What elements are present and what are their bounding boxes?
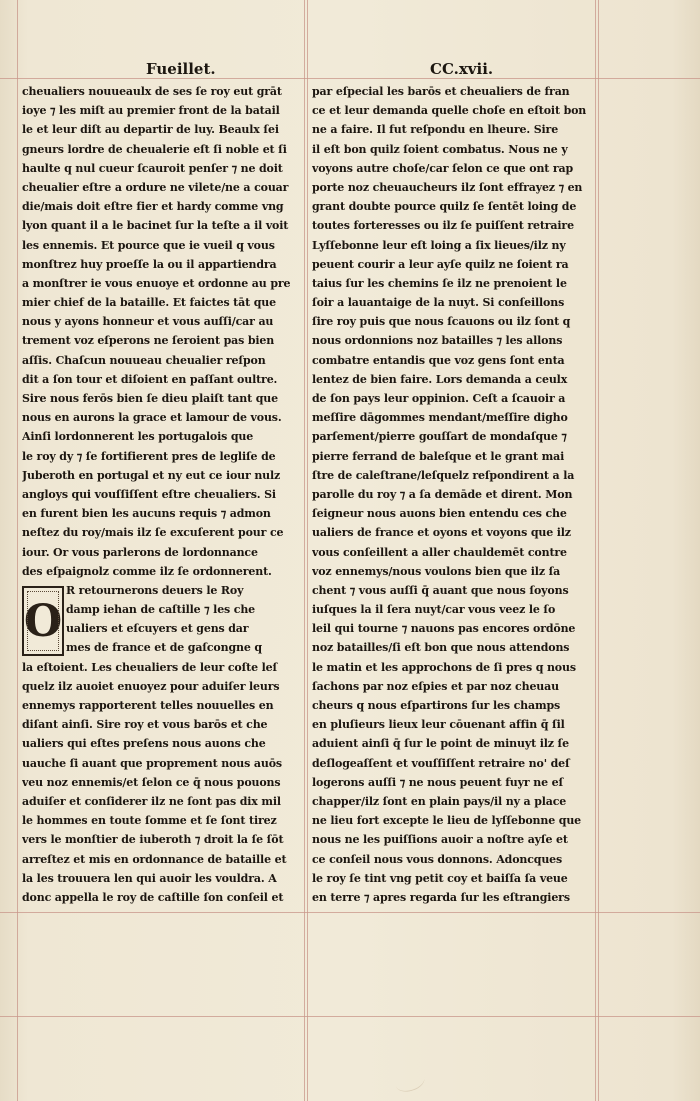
text-line: angloys qui vouſſiſſent eſtre cheualiers. Si [22,487,276,501]
text-line: ne a faire. Il fut reſpondu en lheure. Sire [312,123,559,137]
text-line: taius ſur les chemins ſe ilz ne prenoient le [312,276,567,290]
text-line: lentez de bien faire. Lors demanda a ceulx [312,372,568,386]
text-line: aduiſer et conſiderer ilz ne ſont pas dix mil [22,794,281,808]
text-line: meſſire dāgommes mendant/meſſire digho [312,411,568,425]
right-running-header: CC.xvii. [430,60,494,78]
text-line: par eſpecial les barōs et cheualiers de fran [312,85,570,98]
text-line: ſire roy puis que nous ſcauons ou ilz ſont q [312,315,571,329]
lower-rule [0,1016,700,1017]
text-line: lyon quant il a le bacinet ſur la teſte a il voit [22,219,289,233]
left-margin-rule [17,0,18,1101]
text-line: peuent courir a leur ayſe quilz ne ſoient ra [312,257,569,271]
text-line: aduient ainſi q̄ ſur le point de minuyt ilz ſe [312,737,569,751]
text-line: ennemys rapporterent telles nouuelles en [22,699,274,712]
text-line: combatre entandis que voz gens ſont enta [312,353,565,367]
text-line: nous en aurons la grace et lamour de vous. [22,411,282,425]
text-line: mes de france et de gaſcongne q [66,641,262,655]
text-line: damp iehan de caſtille ⁊ les che [66,603,256,617]
text-line: aſſis. Chaſcun nouueau cheualier reſpon [22,353,266,367]
text-line: ce et leur demanda quelle choſe en eſtoit bon [312,104,587,118]
text-line: iuſques la il ſera nuyt/car vous veez le ſo [312,603,556,617]
text-line: ce conſeil nous vous donnons. Adoncques [312,852,563,866]
text-line: haulte q nul cueur ſcauroit penſer ⁊ ne doit [22,161,283,175]
text-line: voyons autre choſe/car ſelon ce que ont rap [312,161,574,175]
decorated-initial: O [22,586,64,656]
text-line: chent ⁊ vous auſſi q̄ auant que nous ſoyons [312,583,569,597]
right-column-rule [595,0,596,1101]
text-line: a monſtrer ie vous enuoye et ordonne au pre [22,276,291,290]
text-line: Ainſi lordonnerent les portugalois que [22,430,254,444]
text-line: ualiers qui eſtes preſens nous auons che [22,737,266,751]
text-line: ſtre de caleſtrane/leſquelz reſpondirent a la [312,468,575,482]
text-line: ne lieu fort excepte le lieu de lyſſebonne que [312,814,582,828]
text-line: donc appella le roy de caſtille ſon conſeil et [22,890,284,904]
text-line: die/mais doit eſtre fier et hardy comme vng [22,200,284,214]
text-line: logerons auſſi ⁊ ne nous peuent fuyr ne eſ [312,775,564,789]
text-line: le et leur diſt au departir de luy. Beaulx ſei [22,123,279,137]
top-rule [0,78,700,79]
text-line: toutes forteresses ou ilz ſe puiſſent retraire [312,219,574,233]
text-line: il eſt bon quilz ſoient combatus. Nous ne y [312,142,568,156]
text-line: voz ennemys/nous voulons bien que ilz ſa [312,564,561,578]
text-line: parolle du roy ⁊ a ſa demāde et dirent. Mon [312,487,573,501]
text-line: deſlogeaſſent et vouſſiſſent retraire no' deſ [312,756,570,770]
text-line: leil qui tourne ⁊ nauons pas encores ordōne [312,622,576,636]
center-rule [307,0,308,1101]
text-line: diſant ainſi. Sire roy et vous barōs et che [22,718,268,732]
right-margin-rule [598,0,599,1101]
text-line: ſoir a lauantaige de la nuyt. Si conſeillons [312,296,565,310]
text-line: pierre ferrand de baleſque et le grant mai [312,449,565,463]
text-line: nous ne les puiſſions auoir a noſtre ayſe et [312,833,568,847]
text-line: grant doubte pource quilz ſe ſentēt loing de [312,200,577,214]
text-line: Juberoth en portugal et ny eut ce iour nulz [22,468,281,482]
right-text-column [312,82,592,907]
text-line: noz batailles/ſi eſt bon que nous attendons [312,641,570,655]
text-line: le roy ſe tint vng petit coy et baiſſa ſa veue [312,871,568,885]
text-line: ualiers de france et oyons et voyons que ilz [312,526,571,540]
text-line: ualiers et eſcuyers et gens dar [66,622,249,636]
text-line: iour. Or vous parlerons de lordonnance [22,545,258,559]
text-bottom-rule [0,912,700,913]
text-line: ioye ⁊ les miſt au premier front de la batail [22,104,280,118]
text-line: en terre ⁊ apres regarda ſur les eſtrangiers [312,890,570,904]
text-line: arreſtez et mis en ordonnance de bataille et [22,852,287,866]
text-line: uauche ſi auant que proprement nous auōs [22,756,282,770]
text-line: Lyſſebonne leur eſt loing a ſix lieues/ilz ny [312,238,566,252]
text-line: Sire nous ferōs bien ſe dieu plaiſt tant que [22,392,278,405]
text-line: le matin et les approchons de ſi pres q nous [312,660,576,674]
left-text-column [22,82,300,907]
text-line: nous ordonnions noz batailles ⁊ les allons [312,334,563,348]
text-line: le hommes en toute ſomme et ſe ſont tirez [22,814,277,828]
text-line: dit a ſon tour et diſoient en paſſant oultre. [22,372,278,386]
left-running-header: Fueillet. [146,60,216,78]
text-line: de ſon pays leur oppinion. Ceſt a ſcauoir a [312,392,566,405]
text-line: R retournerons deuers le Roy [66,583,244,597]
text-line: en furent bien les aucuns requis ⁊ admon [22,507,271,521]
text-line: cheurs q nous eſpartirons ſur les champs [312,699,561,712]
text-line: cheualiers nouueaulx de ses ſe roy eut grāt [22,85,282,98]
text-line: en pluſieurs lieux leur cōuenant affin q̄ ſil [312,718,565,732]
text-line: ſachons par noz eſpies et par noz cheuau [312,679,559,693]
text-line: les ennemis. Et pource que ie vueil q vous [22,238,275,252]
text-line: vous conſeillent a aller chauldemēt contre [312,545,567,559]
text-line: la les trouuera len qui auoir les vouldra. A [22,871,277,885]
text-line: nous y ayons honneur et vous auſſi/car au [22,315,274,329]
text-line: la eſtoient. Les cheualiers de leur coſte leſ [22,660,278,674]
left-column-rule [304,0,305,1101]
text-line: des eſpaignolz comme ilz ſe ordonnerent. [22,564,272,578]
text-line: monſtrez huy proeſſe la ou il appartiendra [22,257,277,271]
text-line: quelz ilz auoiet enuoyez pour aduiſer leurs [22,679,280,693]
text-line: gneurs lordre de cheualerie eſt ſi noble et ſi [22,142,287,156]
text-line: mier chief de la bataille. Et faictes tāt que [22,296,276,310]
text-line: parſement/pierre gouſſart de mondaſque ⁊ [312,430,567,444]
text-line: trement voz eſperons ne ſeroient pas bien [22,334,275,348]
text-line: chapper/ilz ſont en plain pays/il ny a place [312,794,567,808]
text-line: le roy dy ⁊ ſe fortifierent pres de legliſe de [22,449,276,463]
text-line: cheualier eſtre a ordure ne vilete/ne a couar [22,180,289,194]
text-line: porte noz cheuaucheurs ilz ſont effrayez ⁊ en [312,180,583,194]
text-line: neſtez du roy/mais ilz ſe excuſerent pour ce [22,526,284,540]
ink-smudge [393,1068,427,1095]
text-line: veu noz ennemis/et ſelon ce q̄ nous pouons [22,775,281,789]
text-line: vers le monſtier de iuberoth ⁊ droit la ſe ſōt [22,833,284,847]
text-line: ſeigneur nous auons bien entendu ces che [312,507,567,521]
